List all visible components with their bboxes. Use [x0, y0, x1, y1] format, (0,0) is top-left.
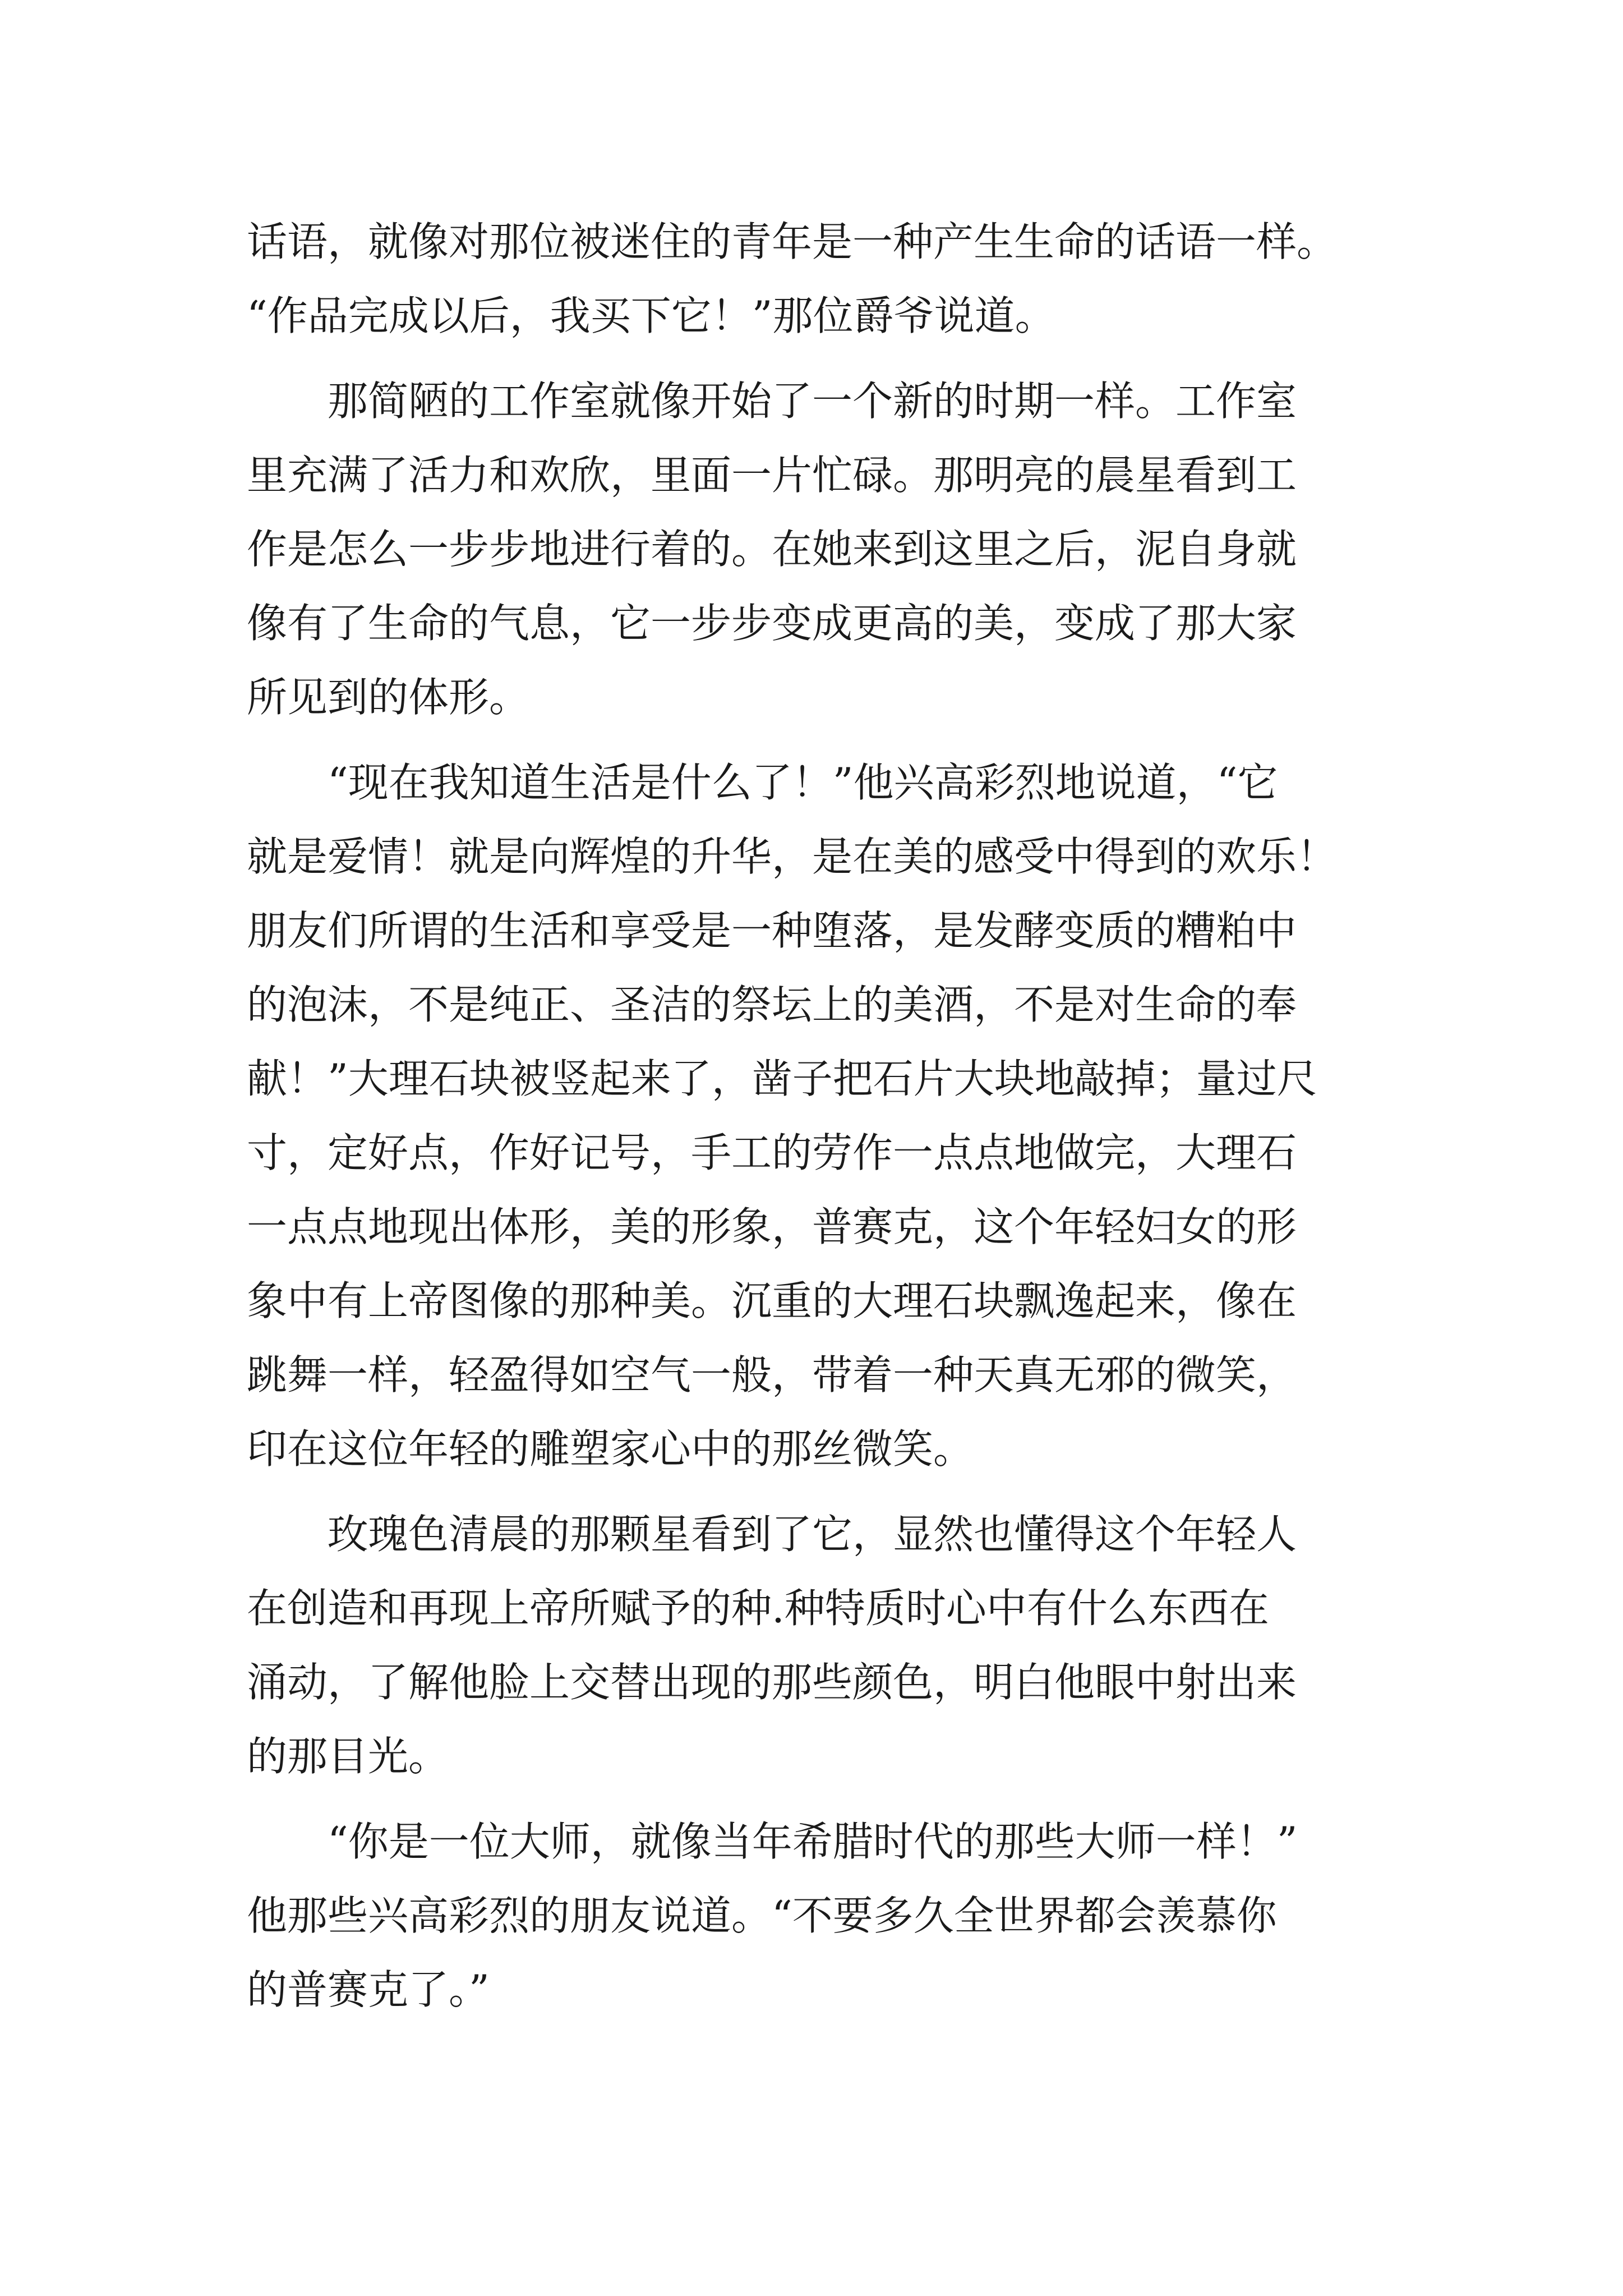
text-line: 那简陋的工作室就像开始了一个新的时期一样。工作室	[247, 378, 1297, 425]
paragraph	[247, 746, 1481, 1486]
text-line: 像有了生命的气息，它一步步变成更高的美，变成了那大家	[247, 600, 1297, 647]
paragraph	[247, 1805, 1481, 2027]
text-line: “现在我知道生活是什么了！”他兴高彩烈地说道，“它	[247, 759, 1278, 806]
text-line: “你是一位大师，就像当年希腊时代的那些大师一样！”	[247, 1818, 1298, 1865]
text-line: 里充满了活力和欢欣，里面一片忙碌。那明亮的晨星看到工	[247, 452, 1297, 499]
text-line: 他那些兴高彩烈的朋友说道。“不要多久全世界都会羡慕你	[247, 1892, 1277, 1939]
text-line: 献！”大理石块被竖起来了，凿子把石片大块地敲掉；量过尺	[247, 1055, 1317, 1102]
text-line: 玫瑰色清晨的那颗星看到了它，显然也懂得这个年轻人	[247, 1511, 1297, 1558]
text-line: 话语，就像对那位被迷住的青年是一种产生生命的话语一样。	[247, 218, 1338, 265]
text-line: 一点点地现出体形，美的形象，普赛克，这个年轻妇女的形	[247, 1203, 1297, 1250]
text-line: 所见到的体形。	[247, 674, 530, 721]
paragraph	[247, 1497, 1481, 1793]
text-line: 的泡沫，不是纯正、圣洁的祭坛上的美酒，不是对生命的奉	[247, 981, 1297, 1028]
text-line: “作品完成以后，我买下它！”那位爵爷说道。	[247, 292, 1055, 339]
paragraph	[247, 364, 1481, 734]
text-line: 印在这位年轻的雕塑家心中的那丝微笑。	[247, 1425, 974, 1473]
text-line: 作是怎么一步步地进行着的。在她来到这里之后，泥自身就	[247, 526, 1297, 573]
paragraph	[247, 205, 1481, 353]
text-line: 涌动，了解他脸上交替出现的那些颜色，明白他眼中射出来	[247, 1659, 1297, 1706]
text-line: 就是爱情！就是向辉煌的升华，是在美的感受中得到的欢乐！	[247, 833, 1338, 880]
body-text	[247, 205, 1481, 2027]
text-line: 象中有上帝图像的那种美。沉重的大理石块飘逸起来，像在	[247, 1277, 1297, 1324]
text-line: 在创造和再现上帝所赋予的种.种特质时心中有什么东西在	[247, 1585, 1269, 1632]
text-line: 跳舞一样，轻盈得如空气一般，带着一种天真无邪的微笑，	[247, 1351, 1297, 1398]
text-line: 的那目光。	[247, 1733, 449, 1780]
text-line: 寸，定好点，作好记号，手工的劳作一点点地做完，大理石	[247, 1129, 1297, 1176]
text-line: 的普赛克了。”	[247, 1966, 490, 2013]
text-line: 朋友们所谓的生活和享受是一种堕落，是发酵变质的糟粕中	[247, 907, 1297, 954]
